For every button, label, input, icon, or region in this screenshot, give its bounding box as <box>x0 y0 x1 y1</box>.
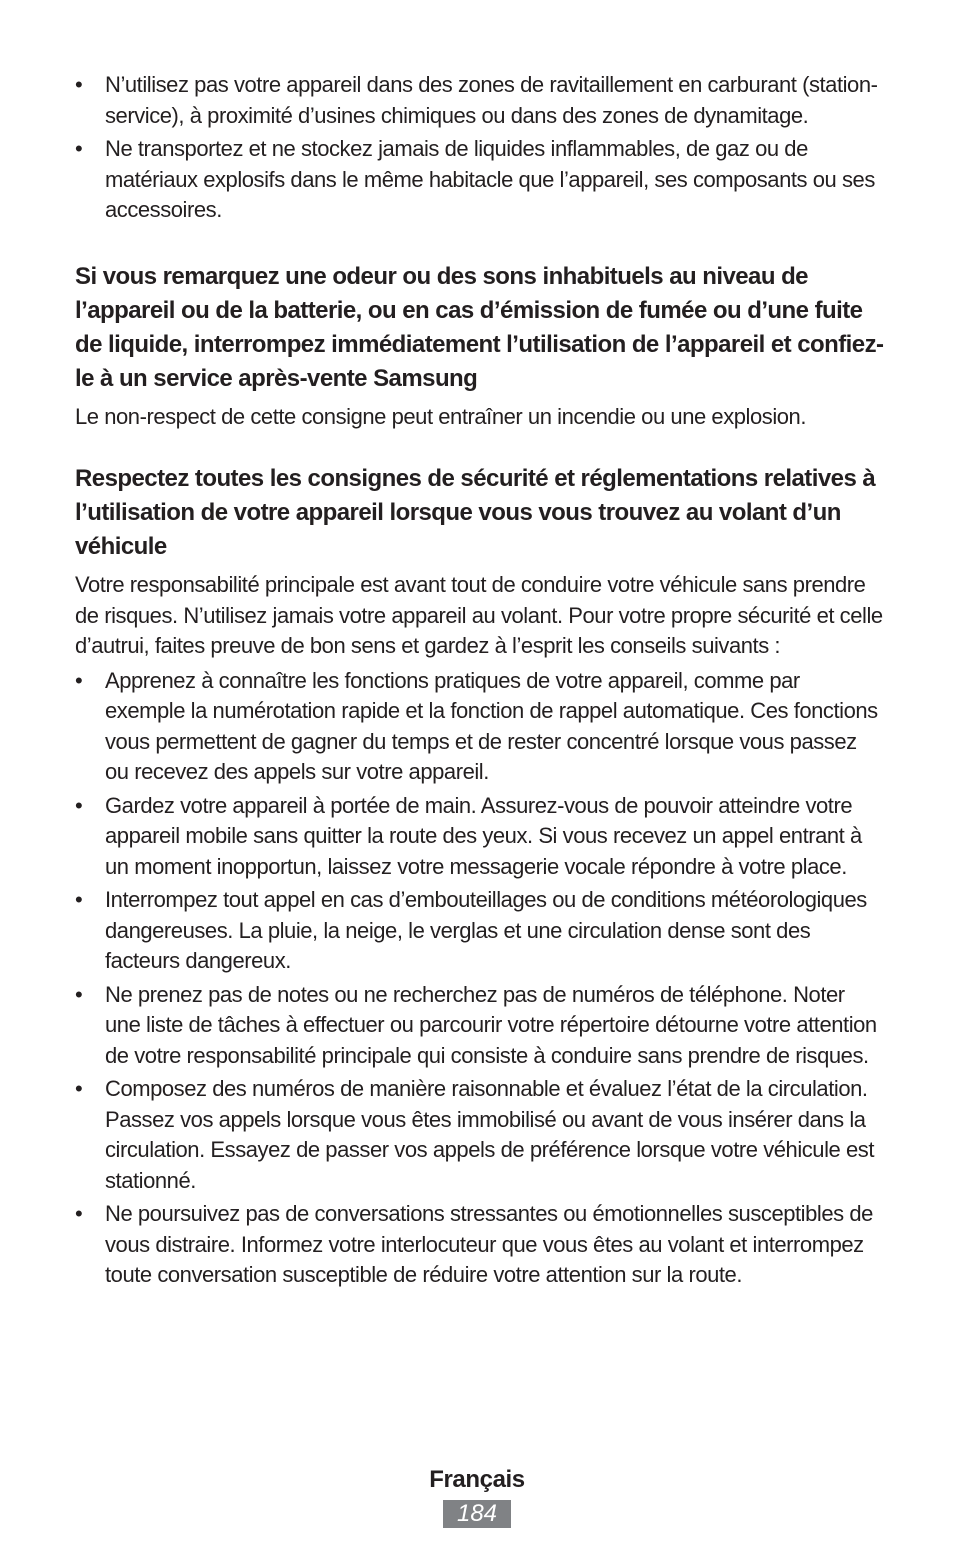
driving-bullet-list <box>75 666 885 1291</box>
list-item-text: Ne transportez et ne stockez jamais de liquides inflammables, de gaz ou de matériaux explosifs dans le même habitacle que l’appareil, ses composants ou ses accessoires. <box>105 136 875 222</box>
list-item <box>75 134 885 226</box>
list-item <box>75 70 885 131</box>
bullet-glyph: • <box>75 1201 83 1226</box>
bullet-glyph: • <box>75 792 83 818</box>
list-item <box>75 666 885 788</box>
list-item <box>75 885 885 977</box>
bullet-glyph: • <box>75 981 83 1007</box>
page-footer <box>0 1464 954 1528</box>
manual-page <box>75 70 885 1294</box>
section-text-smoke-leak: Le non-respect de cette consigne peut entraîner un incendie ou une explosion. <box>75 403 806 429</box>
list-item <box>75 980 885 1072</box>
list-item-text: Apprenez à connaître les fonctions pratiques de votre appareil, comme par exemple la numérotation rapide et la fonction de rappel automatique. Ces fonctions vous permettent de gagner du temps et de rester concentré lorsque vous passez ou recevez des appels sur votre appareil. <box>105 667 878 784</box>
page-number-badge: 184 <box>443 1500 511 1528</box>
list-item-text: Ne prenez pas de notes ou ne recherchez pas de numéros de téléphone. Noter une liste de tâches à effectuer ou parcourir votre répertoire détourne votre attention de votre responsabilité principale qui consiste à conduire sans prendre de risques. <box>105 981 877 1068</box>
bullet-glyph: • <box>75 72 83 97</box>
list-item <box>75 1199 885 1291</box>
section-heading-driving: Respectez toutes les consignes de sécurité et réglementations relatives à l’utilisation de votre appareil lorsque vous vous trouvez au volant d’un véhicule <box>75 465 876 560</box>
list-item-text: Gardez votre appareil à portée de main. Assurez-vous de pouvoir atteindre votre appareil mobile sans quitter la route des yeux. Si vous recevez un appel entrant à un moment inopportun, laissez votre messagerie vocale répondre à votre place. <box>105 792 862 879</box>
list-item-text: Composez des numéros de manière raisonnable et évaluez l’état de la circulation. Passez vos appels lorsque vous êtes immobilisé ou avant de vous insérer dans la circulation. Essayez de passer vos appels de préférence lorsque votre véhicule est stationné. <box>105 1076 874 1193</box>
section-heading-smoke-leak: Si vous remarquez une odeur ou des sons inhabituels au niveau de l’appareil ou de la batterie, ou en cas d’émission de fumée ou d’une fuite de liquide, interrompez immédiatement l’utilisation de l’appareil et confiez-le à un service après-vente Samsung <box>75 262 884 392</box>
list-item <box>75 791 885 883</box>
list-item-text: N’utilisez pas votre appareil dans des zones de ravitaillement en carburant (station-service), à proximité d’usines chimiques ou dans des zones de dynamitage. <box>105 72 878 128</box>
list-item-text: Interrompez tout appel en cas d’embouteillages ou de conditions météorologiques dangereuses. La pluie, la neige, le verglas et une circulation dense sont des facteurs dangereux. <box>105 887 867 973</box>
footer-language: Français <box>429 1466 525 1493</box>
intro-bullet-list <box>75 70 885 226</box>
list-item <box>75 1074 885 1196</box>
section-text-driving: Votre responsabilité principale est avant tout de conduire votre véhicule sans prendre de risques. N’utilisez jamais votre appareil au volant. Pour votre propre sécurité et celle d’autrui, faites preuve de bon sens et gardez à l’esprit les conseils suivants : <box>75 572 883 658</box>
bullet-glyph: • <box>75 136 83 161</box>
bullet-glyph: • <box>75 1076 83 1101</box>
bullet-glyph: • <box>75 887 83 912</box>
bullet-glyph: • <box>75 667 83 693</box>
list-item-text: Ne poursuivez pas de conversations stressantes ou émotionnelles susceptibles de vous distraire. Informez votre interlocuteur que vous êtes au volant et interrompez toute conversation susceptible de réduire votre attention sur la route. <box>105 1201 873 1287</box>
